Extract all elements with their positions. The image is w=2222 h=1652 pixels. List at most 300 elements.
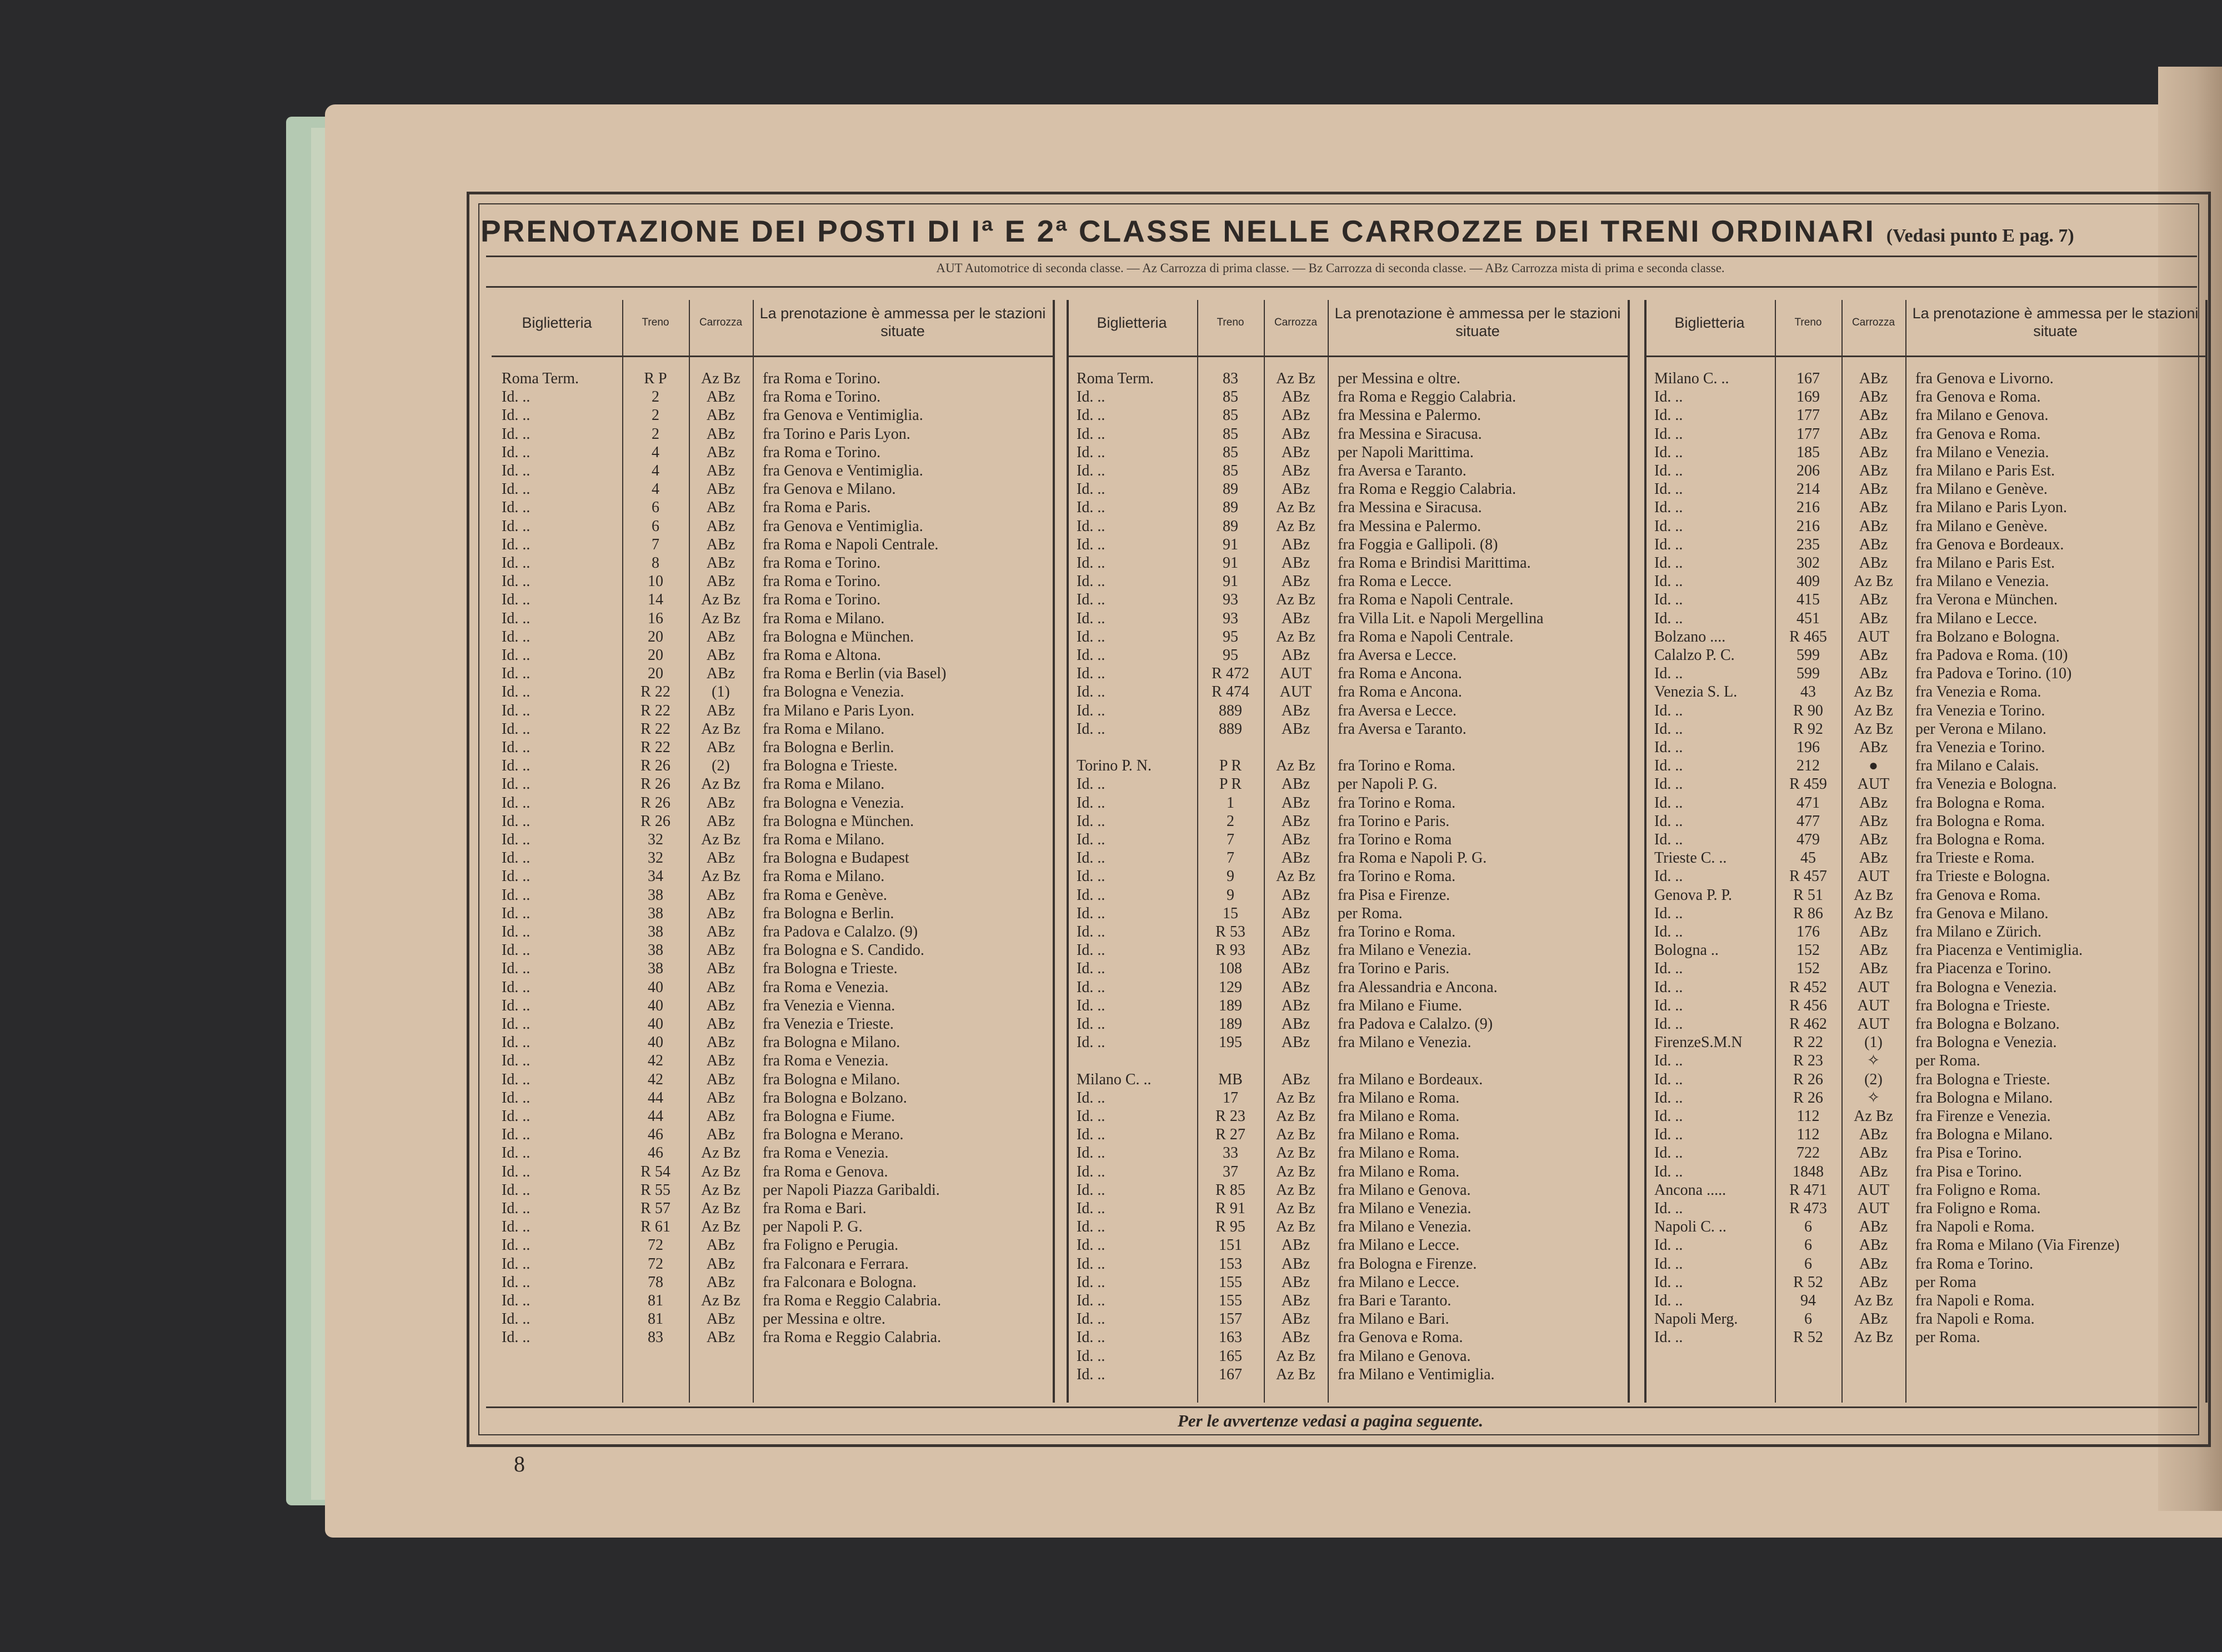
stations-cell: fra Pisa e Torino. (1915, 1144, 2022, 1162)
stations-cell: fra Bologna e Roma. (1915, 812, 2045, 830)
stations-cell: fra Bologna e Milano. (1915, 1089, 2053, 1107)
train-cell: 85 (1223, 462, 1238, 479)
train-cell: R 61 (640, 1218, 670, 1236)
table-row (492, 1255, 1053, 1274)
stations-cell: fra Milano e Paris Lyon. (763, 702, 914, 719)
car-cell: ABz (706, 1052, 735, 1070)
stations-cell: fra Venezia e Vienna. (763, 997, 895, 1014)
car-cell: ABz (1281, 609, 1310, 627)
table-row (492, 480, 1053, 499)
car-cell: AUT (1857, 628, 1890, 645)
train-cell: 91 (1223, 535, 1238, 553)
stations-cell: fra Torino e Roma. (1338, 757, 1456, 775)
stations-cell: fra Bologna e Berlin. (763, 739, 894, 756)
stations-cell: fra Milano e Bordeaux. (1338, 1070, 1483, 1088)
train-cell: 38 (648, 886, 663, 904)
car-cell: Az Bz (1276, 370, 1315, 387)
table-row (1067, 941, 1628, 960)
car-cell: Az Bz (1276, 1108, 1315, 1125)
station-cell: Id. .. (1077, 1144, 1105, 1162)
train-cell: 235 (1796, 535, 1820, 553)
station-cell: Id. .. (502, 647, 531, 664)
train-cell: R 26 (1793, 1089, 1823, 1107)
table-row (492, 757, 1053, 775)
stations-cell: fra Roma e Torino. (1915, 1255, 2034, 1273)
stations-cell: fra Milano e Zürich. (1915, 923, 2042, 940)
station-cell: Id. .. (1654, 1163, 1683, 1180)
car-cell: ABz (706, 1255, 735, 1273)
car-cell: ABz (1859, 831, 1888, 848)
station-cell: Napoli C. .. (1654, 1218, 1726, 1236)
train-cell: 1848 (1793, 1163, 1824, 1180)
table-row (1644, 590, 2205, 609)
table-row (1644, 1107, 2205, 1126)
car-cell: ABz (1281, 942, 1310, 959)
train-cell: 45 (1800, 849, 1816, 867)
table-row (1644, 941, 2205, 960)
train-cell: R 22 (640, 683, 670, 701)
table-row (492, 590, 1053, 609)
train-cell: R 57 (640, 1200, 670, 1217)
train-cell: 6 (1804, 1255, 1812, 1273)
table-row (1067, 997, 1628, 1015)
train-cell: 6 (1804, 1237, 1812, 1254)
car-cell: ABz (706, 886, 735, 904)
train-cell: 4 (652, 462, 659, 479)
stations-cell: per Roma. (1915, 1052, 1980, 1070)
stations-cell: fra Napoli e Roma. (1915, 1310, 2035, 1328)
table-row (1067, 1347, 1628, 1366)
station-cell: Id. .. (1654, 775, 1683, 793)
car-cell: (1) (712, 683, 730, 701)
station-cell: Id. .. (1077, 1089, 1105, 1107)
station-cell: Id. .. (1654, 517, 1683, 535)
car-cell: ABz (706, 1310, 735, 1328)
station-cell: Id. .. (1654, 1052, 1683, 1070)
stations-cell: fra Messina e Siracusa. (1338, 499, 1482, 517)
table-row (492, 1291, 1053, 1310)
table-row (1067, 388, 1628, 407)
train-cell: 599 (1796, 647, 1820, 664)
car-cell: ABz (1281, 904, 1310, 922)
train-cell: 95 (1223, 647, 1238, 664)
column-header-car: Carrozza (1851, 317, 1895, 328)
station-cell: Id. .. (1077, 886, 1105, 904)
car-cell: Az Bz (1276, 1163, 1315, 1180)
station-cell: Id. .. (1077, 831, 1105, 848)
station-cell: Id. .. (1654, 462, 1683, 479)
station-cell: Id. .. (1077, 942, 1105, 959)
station-cell: Id. .. (1654, 1237, 1683, 1254)
car-cell: ABz (1281, 554, 1310, 572)
stations-cell: fra Torino e Roma. (1338, 923, 1456, 940)
car-cell: ABz (1281, 443, 1310, 461)
stations-cell: fra Foligno e Roma. (1915, 1200, 2041, 1217)
station-cell: Id. .. (1077, 923, 1105, 940)
table-row (1067, 609, 1628, 628)
station-cell: Torino P. N. (1077, 757, 1152, 775)
station-cell: Genova P. P. (1654, 886, 1733, 904)
train-cell: 17 (1223, 1089, 1238, 1107)
station-cell: Id. .. (502, 1108, 531, 1125)
car-cell: ABz (1859, 812, 1888, 830)
stations-cell: fra Roma e Ancona. (1338, 665, 1462, 683)
train-cell: 206 (1796, 462, 1820, 479)
car-cell: ABz (1281, 1292, 1310, 1309)
station-cell: Id. .. (502, 462, 531, 479)
station-cell: Id. .. (1077, 683, 1105, 701)
table-row (1067, 775, 1628, 794)
train-cell: R 22 (1793, 1034, 1823, 1052)
train-cell: 81 (648, 1292, 663, 1309)
car-cell: ABz (706, 462, 735, 479)
train-cell: 14 (648, 591, 663, 609)
table-row (1644, 664, 2205, 683)
car-cell: ABz (1859, 1255, 1888, 1273)
car-cell: ● (1869, 757, 1878, 775)
train-cell: 20 (648, 665, 663, 683)
station-cell: Id. .. (1077, 702, 1105, 719)
train-cell: 2 (652, 407, 659, 424)
station-cell: Id. .. (1077, 868, 1105, 885)
column-header-train: Treno (642, 317, 669, 328)
car-cell: ABz (1281, 407, 1310, 424)
stations-cell: per Napoli P. G. (1338, 775, 1438, 793)
station-cell: Id. .. (1654, 757, 1683, 775)
stations-cell: per Napoli P. G. (763, 1218, 863, 1236)
station-cell: Id. .. (1077, 1310, 1105, 1328)
train-cell: 169 (1796, 388, 1820, 406)
table-row (492, 572, 1053, 591)
station-cell: Id. .. (502, 535, 531, 553)
station-cell: Id. .. (1077, 628, 1105, 645)
train-cell: 216 (1796, 499, 1820, 517)
stations-cell: fra Alessandria e Ancona. (1338, 978, 1498, 996)
car-cell: ABz (1859, 1273, 1888, 1291)
car-cell: ABz (706, 499, 735, 517)
stations-cell: fra Milano e Venezia. (1915, 573, 2049, 590)
station-cell: Id. .. (1654, 1108, 1683, 1125)
stations-cell: fra Bari e Taranto. (1338, 1292, 1452, 1309)
stations-cell: fra Milano e Paris Est. (1915, 462, 2055, 479)
table-row (1644, 1310, 2205, 1329)
stations-cell: fra Bologna e München. (763, 628, 914, 645)
stations-cell: fra Torino e Paris Lyon. (763, 425, 910, 443)
station-cell: Id. .. (1654, 499, 1683, 517)
table-row (1067, 1273, 1628, 1292)
stations-cell: fra Genova e Ventimiglia. (763, 462, 923, 479)
table-row (1067, 904, 1628, 923)
station-cell: Calalzo P. C. (1654, 647, 1735, 664)
column-header-station: Biglietteria (1674, 314, 1745, 331)
car-cell: ABz (1281, 1255, 1310, 1273)
train-cell: R 54 (640, 1163, 670, 1180)
car-cell: Az Bz (1276, 591, 1315, 609)
table-row (1644, 369, 2205, 388)
car-cell: ABz (1281, 480, 1310, 498)
table-row (1644, 886, 2205, 905)
table-row (1644, 904, 2205, 923)
train-cell: 32 (648, 831, 663, 848)
station-cell: Id. .. (1077, 1181, 1105, 1199)
car-cell: ABz (706, 1034, 735, 1052)
station-cell: Id. .. (1654, 609, 1683, 627)
car-cell: Az Bz (1276, 868, 1315, 885)
train-cell: 46 (648, 1144, 663, 1162)
car-cell: Az Bz (701, 868, 740, 885)
station-cell: Id. .. (1654, 831, 1683, 848)
car-cell: Az Bz (701, 1200, 740, 1217)
train-cell: 722 (1796, 1144, 1820, 1162)
station-cell: Id. .. (502, 812, 531, 830)
stations-cell: fra Aversa e Lecce. (1338, 702, 1457, 719)
table-row (1644, 1255, 2205, 1274)
table-row (492, 1070, 1053, 1089)
stations-cell: fra Falconara e Ferrara. (763, 1255, 909, 1273)
car-cell: ABz (706, 1089, 735, 1107)
table-row (1067, 1070, 1628, 1089)
car-cell: ABz (706, 960, 735, 978)
stations-cell: fra Bologna e Trieste. (763, 960, 898, 978)
stations-cell: fra Bologna e S. Candido. (763, 942, 924, 959)
station-cell: Id. .. (502, 665, 531, 683)
station-cell: Id. .. (502, 425, 531, 443)
train-cell: 40 (648, 1015, 663, 1033)
table-row (1644, 1236, 2205, 1255)
table-row (1067, 867, 1628, 886)
car-cell: ✧ (1866, 1089, 1880, 1107)
train-cell: 177 (1796, 407, 1820, 424)
stations-cell: fra Roma e Milano. (763, 775, 885, 793)
train-cell: 38 (648, 904, 663, 922)
train-cell: R 459 (1789, 775, 1827, 793)
car-cell: ABz (706, 739, 735, 756)
car-cell: ABz (706, 517, 735, 535)
station-cell: Id. .. (1077, 1126, 1105, 1144)
table-row (1644, 1328, 2205, 1347)
car-cell: Az Bz (1276, 628, 1315, 645)
table-row (1644, 646, 2205, 665)
station-cell: Id. .. (1077, 388, 1105, 406)
car-cell: (2) (712, 757, 730, 775)
car-cell: ABz (706, 1126, 735, 1144)
train-cell: 6 (1804, 1218, 1812, 1236)
stations-cell: fra Milano e Genova. (1915, 407, 2049, 424)
stations-cell: fra Genova e Bordeaux. (1915, 535, 2064, 553)
stations-cell: fra Milano e Roma. (1338, 1144, 1460, 1162)
table-row (1067, 1218, 1628, 1237)
station-cell: Id. .. (1654, 1255, 1683, 1273)
stations-cell: fra Milano e Fiume. (1338, 997, 1462, 1014)
table-row (1067, 628, 1628, 647)
car-cell: (2) (1864, 1070, 1883, 1088)
footer-rule (486, 1406, 2197, 1408)
stations-cell: fra Milano e Lecce. (1338, 1273, 1460, 1291)
stations-cell: fra Roma e Milano. (763, 868, 885, 885)
table-row (492, 388, 1053, 407)
station-cell: Id. .. (1077, 1237, 1105, 1254)
train-cell: R 26 (640, 812, 670, 830)
footer-note: Per le avvertenze vedasi a pagina seguente. (1177, 1411, 1484, 1430)
stations-cell: fra Roma e Bari. (763, 1200, 867, 1217)
car-cell: ABz (706, 812, 735, 830)
stations-cell: fra Milano e Genève. (1915, 517, 2048, 535)
station-cell: Id. .. (1654, 573, 1683, 590)
station-cell: Id. .. (1654, 1089, 1683, 1107)
car-cell: ABz (1281, 1034, 1310, 1052)
stations-cell: fra Genova e Roma. (1915, 886, 2041, 904)
station-cell: Id. .. (502, 1310, 531, 1328)
station-cell: Id. .. (1077, 554, 1105, 572)
car-cell: ABz (1281, 462, 1310, 479)
table-row (492, 997, 1053, 1015)
car-cell: ABz (706, 702, 735, 719)
train-cell: 176 (1796, 923, 1820, 940)
table-row (492, 1033, 1053, 1052)
car-cell: ABz (1281, 1329, 1310, 1346)
station-cell: Id. .. (1077, 499, 1105, 517)
train-cell: R P (644, 370, 667, 387)
table-row (1067, 738, 1628, 757)
train-cell: R 52 (1793, 1273, 1823, 1291)
stations-cell: fra Villa Lit. e Napoli Mergellina (1338, 609, 1544, 627)
train-cell: 6 (652, 499, 659, 517)
car-cell: ABz (1281, 1273, 1310, 1291)
car-cell: ABz (706, 1108, 735, 1125)
station-cell: Id. .. (1077, 535, 1105, 553)
car-cell: ABz (1859, 923, 1888, 940)
car-cell: Az Bz (701, 370, 740, 387)
table-row (492, 775, 1053, 794)
station-cell: Id. .. (502, 886, 531, 904)
train-cell: 216 (1796, 517, 1820, 535)
train-cell: 129 (1219, 978, 1242, 996)
stations-cell: fra Roma e Torino. (763, 573, 881, 590)
train-cell: R 27 (1215, 1126, 1245, 1144)
station-cell: Id. .. (1077, 978, 1105, 996)
table-row (1067, 812, 1628, 831)
table-row (1644, 978, 2205, 997)
car-cell: ABz (1859, 647, 1888, 664)
car-cell: ABz (1859, 388, 1888, 406)
car-cell: ABz (706, 425, 735, 443)
train-cell: R 23 (1793, 1052, 1823, 1070)
train-cell: 78 (648, 1273, 663, 1291)
train-cell: 85 (1223, 388, 1238, 406)
train-cell: 415 (1796, 591, 1820, 609)
station-cell: Id. .. (1077, 665, 1105, 683)
stations-cell: fra Aversa e Taranto. (1338, 720, 1467, 738)
train-cell: 32 (648, 849, 663, 867)
table-row (492, 886, 1053, 905)
train-cell: 451 (1796, 609, 1820, 627)
car-cell: Az Bz (1854, 1292, 1893, 1309)
car-cell: ABz (1859, 849, 1888, 867)
train-cell: R 92 (1793, 720, 1823, 738)
train-cell: R 51 (1793, 886, 1823, 904)
car-cell: ABz (1281, 1310, 1310, 1328)
car-cell: Az Bz (1854, 720, 1893, 738)
timetable-frame (467, 192, 2211, 1447)
table-row (1644, 425, 2205, 444)
stations-cell: fra Bologna e Fiume. (763, 1108, 895, 1125)
station-cell: Ancona ..... (1654, 1181, 1726, 1199)
stations-cell: fra Milano e Paris Lyon. (1915, 499, 2067, 517)
stations-cell: fra Bologna e Trieste. (763, 757, 898, 775)
train-cell: R 26 (640, 775, 670, 793)
table-row (1067, 1163, 1628, 1182)
station-cell: Id. .. (1077, 1273, 1105, 1291)
train-cell: 20 (648, 628, 663, 645)
table-row (492, 794, 1053, 813)
train-cell: 91 (1223, 554, 1238, 572)
table-row (1644, 1163, 2205, 1182)
station-cell: Id. .. (502, 388, 531, 406)
car-cell: ABz (1859, 499, 1888, 517)
train-cell: 167 (1796, 370, 1820, 387)
car-cell: Az Bz (701, 1218, 740, 1236)
stations-cell: per Roma (1915, 1273, 1976, 1291)
table-row (1067, 406, 1628, 425)
station-cell: Id. .. (1077, 591, 1105, 609)
train-cell: 2 (652, 388, 659, 406)
stations-cell: fra Genova e Ventimiglia. (763, 517, 923, 535)
station-cell: Id. .. (1654, 1292, 1683, 1309)
station-cell: FirenzeS.M.N (1654, 1034, 1743, 1052)
table-row (492, 517, 1053, 536)
table-row (1067, 554, 1628, 573)
station-cell: Id. .. (1654, 720, 1683, 738)
train-cell: 477 (1796, 812, 1820, 830)
station-cell: Id. .. (502, 573, 531, 590)
car-cell: Az Bz (1276, 1347, 1315, 1365)
car-cell: Az Bz (701, 591, 740, 609)
train-cell: 40 (648, 997, 663, 1014)
train-cell: 7 (652, 535, 659, 553)
table-row (1067, 1107, 1628, 1126)
header-rule (1067, 356, 1628, 357)
car-cell: ABz (706, 1329, 735, 1346)
table-row (1644, 683, 2205, 702)
station-cell: Id. .. (502, 849, 531, 867)
car-cell: ABz (1281, 535, 1310, 553)
car-cell: ABz (1281, 849, 1310, 867)
stations-cell: fra Bologna e Roma. (1915, 794, 2045, 812)
car-cell: AUT (1857, 1200, 1890, 1217)
car-cell: Az Bz (1276, 1200, 1315, 1217)
station-cell: Id. .. (502, 942, 531, 959)
column-divider (1628, 300, 1630, 1403)
car-cell: ABz (706, 647, 735, 664)
stations-cell: fra Torino e Paris. (1338, 812, 1450, 830)
table-row (1067, 978, 1628, 997)
table-row (492, 369, 1053, 388)
train-cell: R 473 (1789, 1200, 1827, 1217)
table-row (492, 425, 1053, 444)
stations-cell: fra Roma e Torino. (763, 591, 881, 609)
stations-cell: fra Trieste e Roma. (1915, 849, 2035, 867)
station-cell: Id. .. (502, 499, 531, 517)
stations-cell: fra Genova e Roma. (1338, 1329, 1463, 1346)
stations-cell: fra Padova e Calalzo. (9) (763, 923, 918, 940)
stations-cell: per Messina e oltre. (1338, 370, 1460, 387)
car-cell: ABz (1281, 997, 1310, 1014)
train-cell: R 474 (1212, 683, 1249, 701)
station-cell: Id. .. (1654, 1126, 1683, 1144)
column-header-station: Biglietteria (1097, 314, 1167, 331)
station-cell: Id. .. (502, 1034, 531, 1052)
table-row (1644, 1089, 2205, 1108)
